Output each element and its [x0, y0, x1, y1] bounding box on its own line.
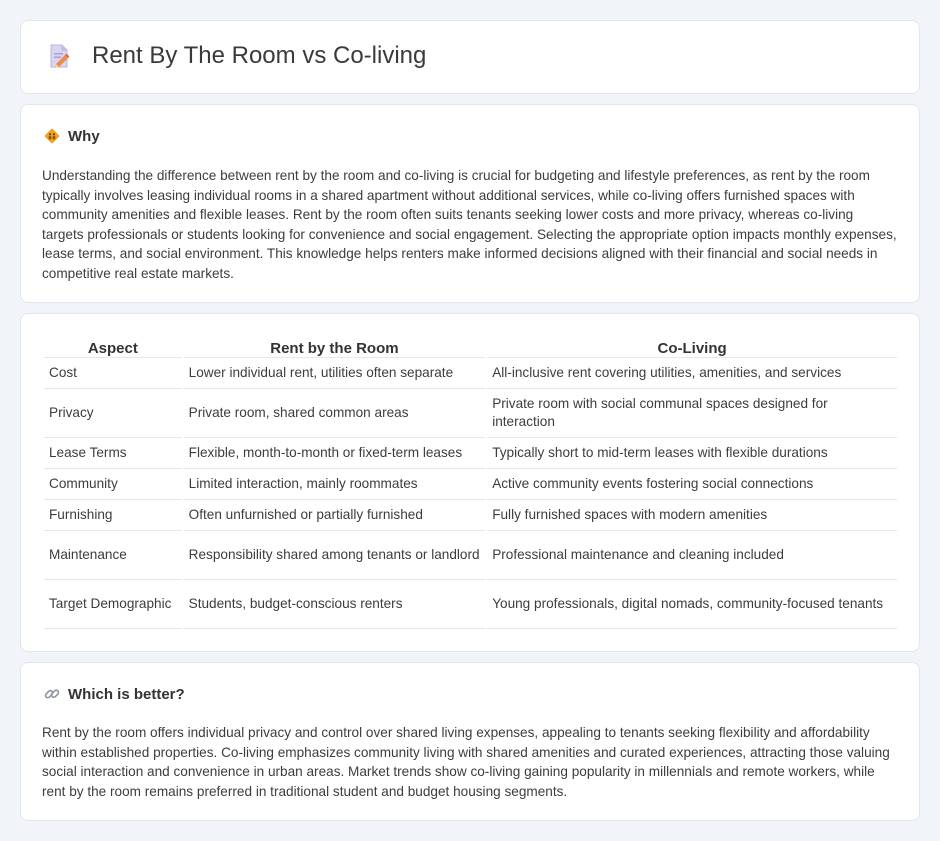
- table-cell-rent: Limited interaction, mainly roommates: [184, 469, 486, 500]
- which-is-better-section: [20, 662, 920, 821]
- table-row: [44, 358, 897, 389]
- link-icon: [43, 685, 61, 703]
- header-co-living: Co-Living: [487, 336, 897, 358]
- table-cell-rent: Often unfurnished or partially furnished: [184, 500, 486, 531]
- table-cell-rent: Lower individual rent, utilities often separate: [184, 358, 486, 389]
- table-cell-coliving: Private room with social communal spaces designed for interaction: [487, 389, 897, 438]
- table-cell-coliving: Fully furnished spaces with modern amenities: [487, 500, 897, 531]
- table-cell-coliving: Young professionals, digital nomads, community-focused tenants: [487, 580, 897, 629]
- table-cell-coliving: Active community events fostering social connections: [487, 469, 897, 500]
- header-aspect: Aspect: [44, 336, 182, 358]
- table-cell-rent: Students, budget-conscious renters: [184, 580, 486, 629]
- table-cell-rent: Flexible, month-to-month or fixed-term leases: [184, 438, 486, 469]
- road-sign-icon: [43, 127, 61, 145]
- title-row: [45, 42, 426, 70]
- table-cell-aspect: Community: [44, 469, 182, 500]
- header-rent-by-room: Rent by the Room: [184, 336, 486, 358]
- table-cell-aspect: Privacy: [44, 389, 182, 438]
- table-row: [44, 580, 897, 629]
- table-cell-rent: Responsibility shared among tenants or landlord: [184, 531, 486, 580]
- document-pencil-icon: [45, 42, 73, 70]
- header-card: [20, 20, 920, 94]
- table-row: [44, 500, 897, 531]
- page-title: Rent By The Room vs Co-living: [92, 42, 427, 69]
- why-text: Understanding the difference between rent by the room and co-living is crucial for budgeting and lifestyle preferences, as rent by the room typically involves leasing individual rooms in a shared apartment without additional services, while co-living offers furnished spaces with community amenities and flexible leases. Rent by the room often suits tenants seeking lower costs and more privacy, whereas co-living targets professionals or students looking for convenience and social engagement. Selecting the appropriate option impacts monthly expenses, lease terms, and social environment. This knowledge helps renters make informed decisions aligned with their financial and social needs in competitive real estate markets.: [42, 168, 897, 281]
- table-cell-coliving: Professional maintenance and cleaning included: [487, 531, 897, 580]
- table-cell-aspect: Lease Terms: [44, 438, 182, 469]
- why-title: Why: [68, 127, 100, 145]
- table-row: [44, 469, 897, 500]
- table-header-row: [44, 336, 897, 358]
- table-cell-coliving: All-inclusive rent covering utilities, amenities, and services: [487, 358, 897, 389]
- why-heading: [43, 127, 100, 145]
- why-section: [20, 104, 920, 303]
- comparison-table: [42, 336, 899, 629]
- comparison-section: [20, 313, 920, 652]
- better-text: Rent by the room offers individual privacy and control over shared living expenses, appealing to tenants seeking flexibility and affordability within established properties. Co-living emphasizes community living with shared amenities and curated experiences, attracting those valuing social interaction and convenience in urban areas. Market trends show co-living gaining popularity in millennials and remote workers, while rent by the room remains preferred in traditional student and budget housing segments.: [42, 725, 890, 799]
- table-cell-aspect: Maintenance: [44, 531, 182, 580]
- table-row: [44, 389, 897, 438]
- better-heading: [43, 685, 185, 703]
- better-title: Which is better?: [68, 685, 185, 703]
- table-row: [44, 531, 897, 580]
- table-cell-aspect: Target Demographic: [44, 580, 182, 629]
- table-row: [44, 438, 897, 469]
- table-cell-rent: Private room, shared common areas: [184, 389, 486, 438]
- table-cell-coliving: Typically short to mid-term leases with flexible durations: [487, 438, 897, 469]
- table-cell-aspect: Cost: [44, 358, 182, 389]
- table-cell-aspect: Furnishing: [44, 500, 182, 531]
